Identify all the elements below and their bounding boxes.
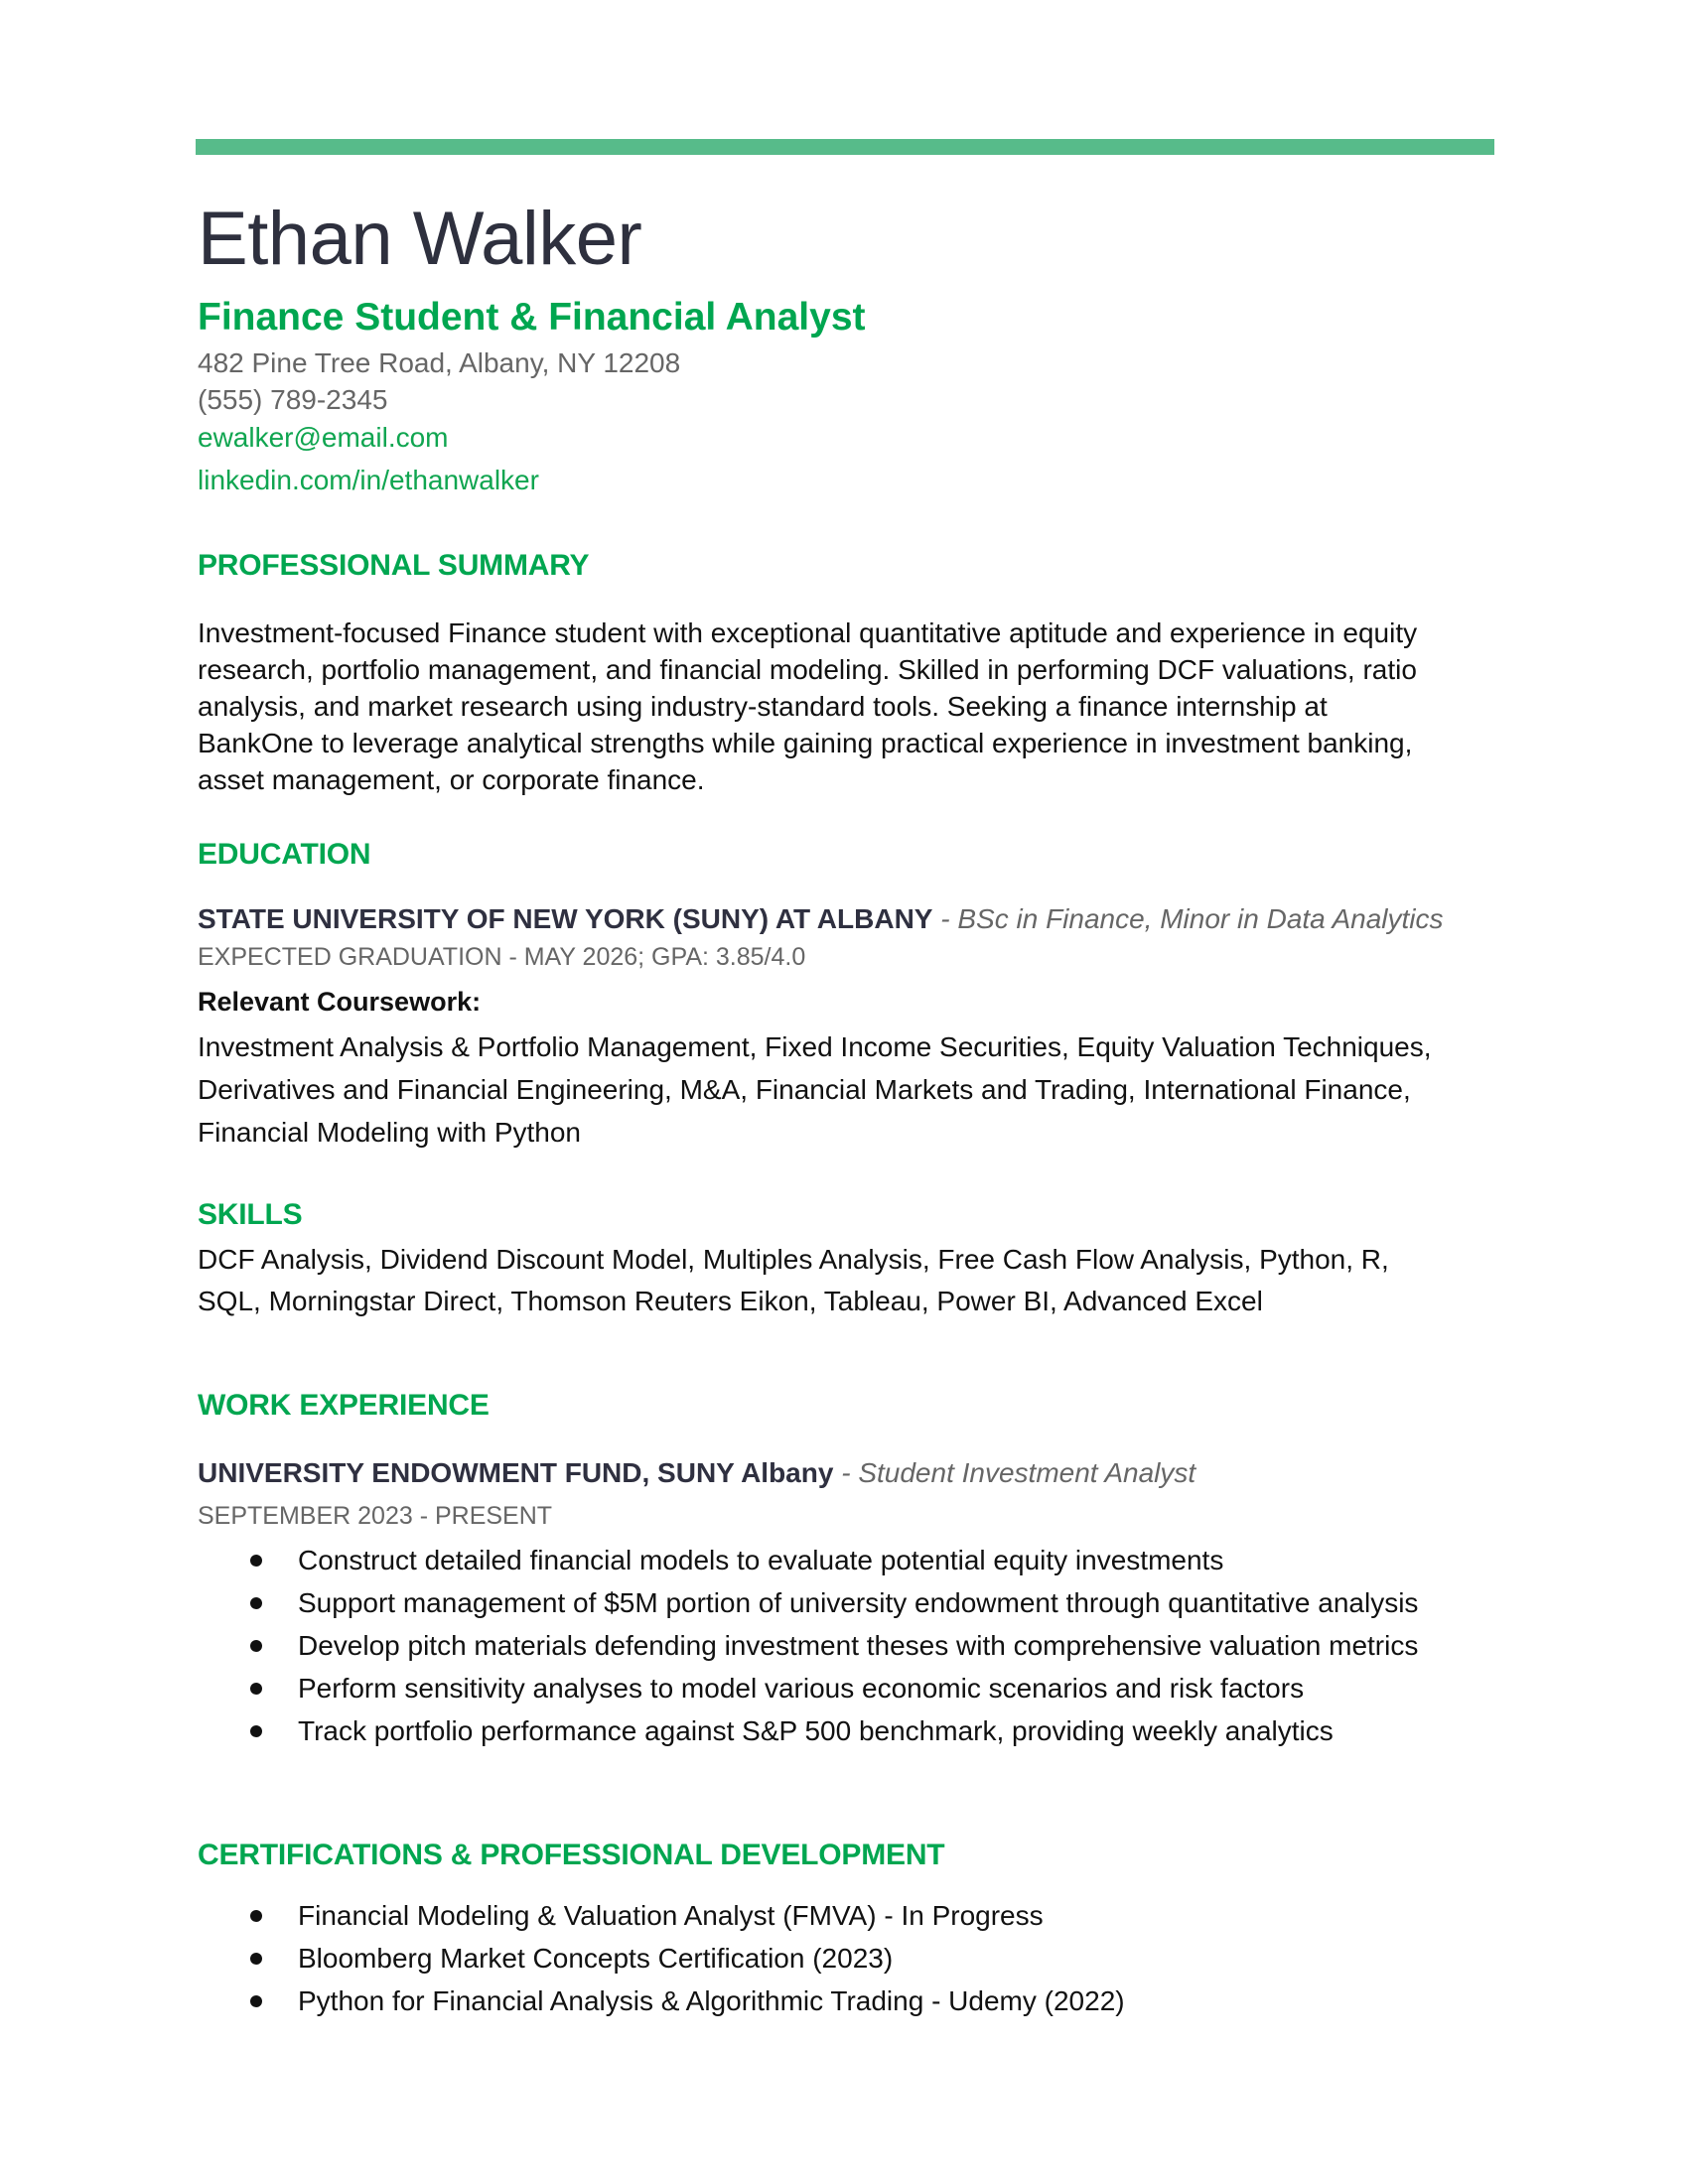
education-entry-header bbox=[198, 901, 1444, 937]
contact-phone: (555) 789-2345 bbox=[198, 384, 388, 415]
section-heading-experience: WORK EXPERIENCE bbox=[198, 1389, 490, 1422]
job-bullet bbox=[198, 1624, 1418, 1667]
job-bullet bbox=[198, 1667, 1418, 1709]
employer-name: UNIVERSITY ENDOWMENT FUND, SUNY Albany bbox=[198, 1457, 834, 1488]
summary-paragraph bbox=[198, 614, 1528, 798]
bullet-text: Construct detailed financial models to evaluate potential equity investments bbox=[298, 1545, 1224, 1575]
coursework-line: Investment Analysis & Portfolio Management, Fixed Income Securities, Equity Valuation Techniques, bbox=[198, 1031, 1432, 1062]
summary-line: asset management, or corporate finance. bbox=[198, 764, 705, 795]
bullet-icon bbox=[250, 1555, 262, 1567]
header-accent-bar bbox=[196, 139, 1494, 155]
candidate-name: Ethan Walker bbox=[198, 197, 642, 281]
certification-list bbox=[198, 1894, 1125, 2022]
contact-email-link[interactable]: ewalker@email.com bbox=[198, 422, 449, 453]
bullet-icon bbox=[250, 1597, 262, 1609]
job-bullet bbox=[198, 1539, 1418, 1581]
summary-line: analysis, and market research using industry-standard tools. Seeking a finance internship at bbox=[198, 691, 1328, 722]
skills-line: SQL, Morningstar Direct, Thomson Reuters Eikon, Tableau, Power BI, Advanced Excel bbox=[198, 1286, 1263, 1316]
summary-line: research, portfolio management, and financial modeling. Skilled in performing DCF valuations, ratio bbox=[198, 654, 1417, 685]
job-entry-header bbox=[198, 1455, 1196, 1491]
separator: - bbox=[932, 903, 958, 934]
skills-line: DCF Analysis, Dividend Discount Model, Multiples Analysis, Free Cash Flow Analysis, Python, R, bbox=[198, 1244, 1389, 1275]
certification-item bbox=[198, 1979, 1125, 2022]
bullet-text: Perform sensitivity analyses to model various economic scenarios and risk factors bbox=[298, 1673, 1305, 1704]
contact-linkedin-link[interactable]: linkedin.com/in/ethanwalker bbox=[198, 465, 539, 495]
coursework-label: Relevant Coursework: bbox=[198, 987, 482, 1017]
degree: BSc in Finance, Minor in Data Analytics bbox=[957, 903, 1444, 934]
job-bullet bbox=[198, 1581, 1418, 1624]
candidate-title: Finance Student & Financial Analyst bbox=[198, 296, 866, 339]
section-heading-certifications: CERTIFICATIONS & PROFESSIONAL DEVELOPMENT bbox=[198, 1839, 945, 1871]
section-heading-summary: PROFESSIONAL SUMMARY bbox=[198, 549, 590, 582]
bullet-text: Track portfolio performance against S&P 500 benchmark, providing weekly analytics bbox=[298, 1715, 1334, 1746]
bullet-icon bbox=[250, 1995, 262, 2007]
job-bullet-list bbox=[198, 1539, 1418, 1752]
summary-line: BankOne to leverage analytical strengths while gaining practical experience in investment banking, bbox=[198, 728, 1413, 758]
bullet-icon bbox=[250, 1683, 262, 1695]
coursework-list bbox=[198, 1025, 1432, 1154]
skills-list bbox=[198, 1239, 1389, 1322]
certification-text: Bloomberg Market Concepts Certification (2023) bbox=[298, 1943, 894, 1974]
bullet-text: Support management of $5M portion of university endowment through quantitative analysis bbox=[298, 1587, 1419, 1618]
job-role: Student Investment Analyst bbox=[858, 1457, 1196, 1488]
certification-item bbox=[198, 1937, 1125, 1979]
institution-name: STATE UNIVERSITY OF NEW YORK (SUNY) AT ALBANY bbox=[198, 903, 933, 934]
bullet-icon bbox=[250, 1953, 262, 1965]
coursework-line: Derivatives and Financial Engineering, M&A, Financial Markets and Trading, International Finance, bbox=[198, 1074, 1411, 1105]
bullet-icon bbox=[250, 1910, 262, 1922]
job-bullet bbox=[198, 1709, 1418, 1752]
certification-text: Python for Financial Analysis & Algorithmic Trading - Udemy (2022) bbox=[298, 1985, 1125, 2016]
section-heading-skills: SKILLS bbox=[198, 1198, 303, 1231]
contact-address: 482 Pine Tree Road, Albany, NY 12208 bbox=[198, 347, 681, 378]
bullet-icon bbox=[250, 1725, 262, 1737]
education-dates-gpa: EXPECTED GRADUATION - MAY 2026; GPA: 3.85/4.0 bbox=[198, 943, 806, 971]
summary-line: Investment-focused Finance student with exceptional quantitative aptitude and experience in equity bbox=[198, 617, 1418, 648]
bullet-icon bbox=[250, 1640, 262, 1652]
certification-item bbox=[198, 1894, 1125, 1937]
section-heading-education: EDUCATION bbox=[198, 838, 371, 871]
separator: - bbox=[833, 1457, 859, 1488]
bullet-text: Develop pitch materials defending investment theses with comprehensive valuation metrics bbox=[298, 1630, 1419, 1661]
certification-text: Financial Modeling & Valuation Analyst (FMVA) - In Progress bbox=[298, 1900, 1044, 1931]
job-dates: SEPTEMBER 2023 - PRESENT bbox=[198, 1502, 553, 1530]
coursework-line: Financial Modeling with Python bbox=[198, 1117, 581, 1148]
